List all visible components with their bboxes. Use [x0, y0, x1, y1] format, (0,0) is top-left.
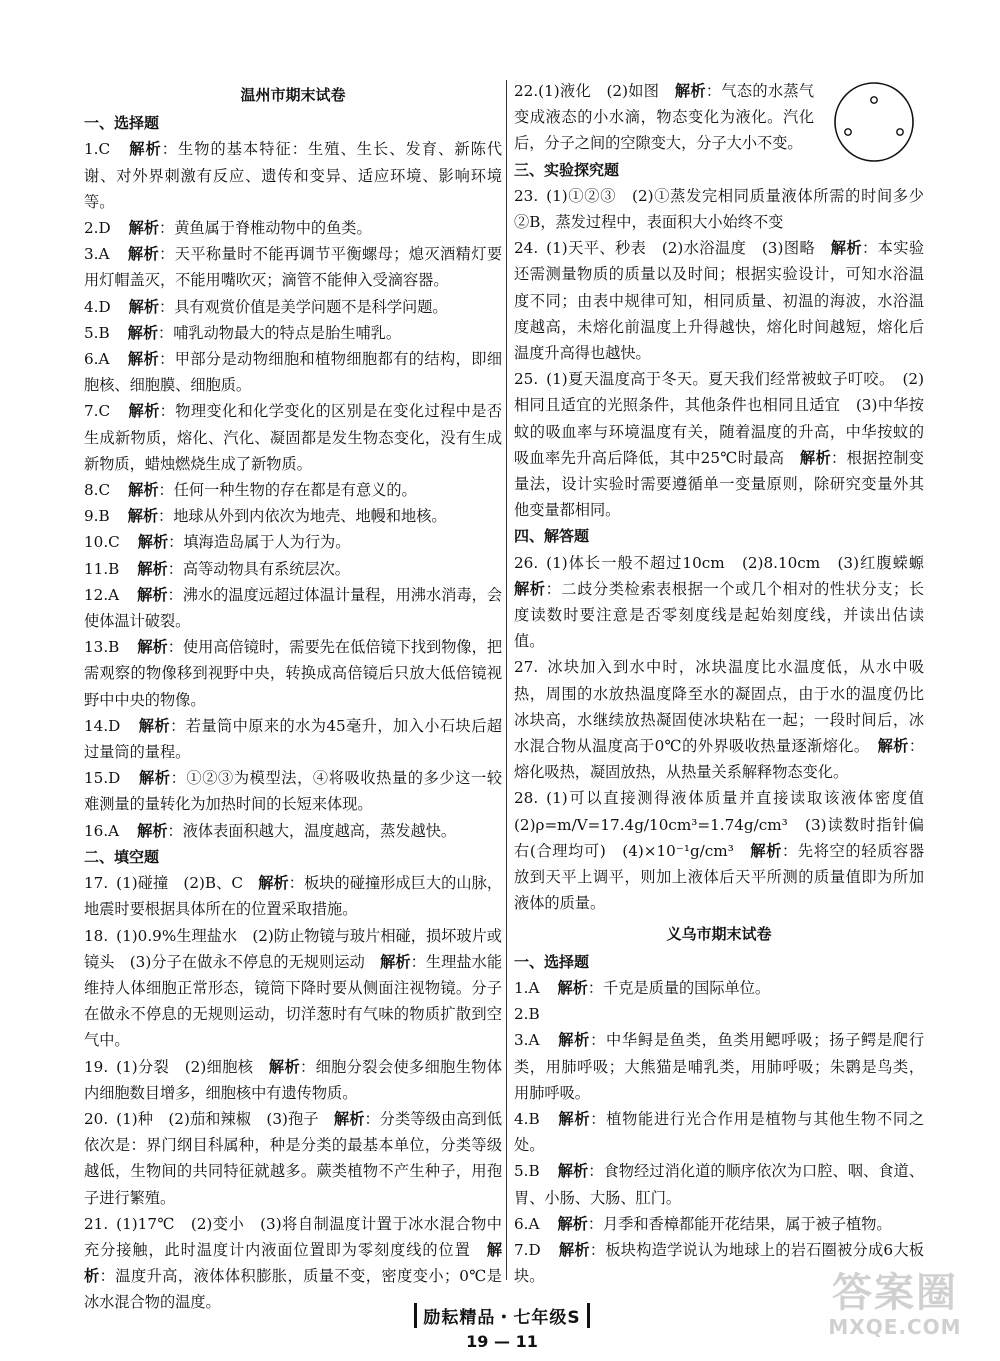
answer-item — [84, 320, 502, 346]
analysis-text: ：①②③为模型法，④将吸收热量的多少这一较难测量的量转化为加热时间的长短来体现。 — [84, 769, 503, 814]
question-number: 11.B — [84, 559, 120, 578]
molecule-diagram — [832, 80, 916, 164]
analysis-label: 解析 — [877, 737, 909, 756]
analysis-text: ：温度升高，液体体积膨胀，质量不变，密度变小；0℃是冰水混合物的温度。 — [84, 1267, 502, 1312]
section-heading-experiment: 三、实验探究题 — [514, 160, 620, 179]
analysis-text: ：熔化吸热，凝固放热，从热量关系解释物态变化。 — [514, 737, 924, 782]
question-number: 13.B — [84, 638, 120, 657]
answer-item — [514, 235, 924, 366]
analysis-text: ：根据控制变量法，设计实验时需要遵循单一变量原则，除研究变量外其他变量都相同。 — [514, 448, 924, 520]
section-heading-fill: 二、填空题 — [84, 847, 160, 866]
brand-label: 励耘精品・七年级S — [414, 1303, 589, 1328]
answer-item — [514, 975, 924, 1001]
answer-item — [84, 1054, 502, 1106]
analysis-label: 解析 — [128, 297, 160, 316]
answer-list-choice — [84, 136, 502, 843]
question-number: 26. — [514, 553, 539, 572]
answer-text: (1)体长一般不超过10cm (2)8.10cm (3)红腹蝾螈 — [546, 553, 940, 572]
answer-text: (1)0.9%生理盐水 (2)防止物镜与玻片相碰，损坏玻片或镜头 (3)分子在做永不停息的无规则运动 — [84, 926, 502, 971]
question-number: 1.A — [514, 978, 540, 997]
analysis-text: ：地球从外到内依次为地壳、地幔和地核。 — [158, 507, 447, 526]
analysis-text: ：高等动物具有系统层次。 — [167, 559, 350, 578]
question-number: 3.A — [84, 245, 110, 264]
page-number: 19 — 11 — [466, 1332, 538, 1351]
analysis-label: 解析 — [558, 1240, 590, 1259]
answer-text: (1)可以直接测得液体质量并直接读取该液体密度值 (2)ρ=m/V=17.4g/10cm³=1.74g/cm³ (3)读数时指针偏右(合理均可) (4)×10⁻¹g/cm³ — [514, 789, 940, 860]
answer-item — [514, 1001, 924, 1027]
page-footer — [412, 1303, 592, 1351]
watermark-logo — [810, 1271, 980, 1351]
analysis-text: ：生理盐水能维持人体细胞正常形态，镜筒下降时要从侧面注视物镜。分子在做永不停息的无规则运动，切洋葱时有气味的物质扩散到空气中。 — [84, 952, 503, 1050]
section-heading-choice-2: 一、选择题 — [514, 952, 590, 971]
analysis-label: 解析 — [128, 140, 162, 159]
question-number: 6.A — [84, 350, 110, 369]
answer-item — [84, 136, 502, 215]
analysis-text: ：使用高倍镜时，需要先在低倍镜下找到物像，把需观察的物像移到视野中央，转换成高倍镜后只放大低倍镜视野中中央的物像。 — [84, 638, 503, 709]
right-column — [514, 78, 940, 1289]
column-divider — [506, 80, 507, 1280]
answer-list-experiment — [514, 183, 940, 524]
analysis-text: ：填海造岛属于人为行为。 — [168, 533, 351, 552]
answer-text: (1)天平、秒表 (2)水浴温度 (3)图略 — [546, 239, 831, 258]
analysis-label: 解析 — [137, 638, 168, 657]
answer-text: 冰块加入到水中时，冰块温度比水温度低，从水中吸热，周围的水放热温度降至水的凝固点，由于水的温度仍比冰块高，水继续放热凝固使冰块粘在一起；一段时间后，冰水混合物从温度高于0℃的外界吸收热量逐渐熔化。 — [514, 658, 924, 756]
analysis-label: 解析 — [137, 585, 168, 604]
answer-item — [84, 582, 502, 634]
analysis-label: 解析 — [138, 769, 171, 788]
left-column — [84, 78, 502, 1316]
analysis-label: 解析 — [380, 952, 411, 971]
section-heading-answer: 四、解答题 — [514, 527, 590, 546]
watermark-text: 答案圈 — [832, 1270, 958, 1316]
answer-text: (1)①②③ (2)①蒸发完相同质量液体所需的时间多少 ②B，蒸发过程中，表面积大小始终不变 — [514, 186, 940, 232]
analysis-text: ：生物的基本特征：生殖、生长、发育、新陈代谢、对外界刺激有反应、遗传和变异、适应环境、影响环境等。 — [84, 140, 503, 211]
analysis-text: ：甲部分是动物细胞和植物细胞都有的结构，即细胞核、细胞膜、细胞质。 — [84, 350, 503, 395]
analysis-text: ：先将空的轻质容器放到天平上调平，则加上液体后天平所测的质量值即为所加液体的质量。 — [514, 841, 925, 913]
question-number: 3.A — [514, 1031, 540, 1050]
analysis-label: 解析 — [84, 1240, 502, 1286]
answer-item — [84, 529, 502, 555]
analysis-label: 解析 — [557, 1109, 591, 1128]
analysis-label: 解析 — [799, 448, 832, 467]
analysis-label: 解析 — [514, 579, 546, 598]
question-number: 16.A — [84, 821, 120, 840]
answer-item — [514, 785, 940, 916]
answer-item — [84, 477, 502, 503]
analysis-text: ：任何一种生物的存在都是有意义的。 — [158, 481, 417, 500]
question-number: 19. — [84, 1057, 109, 1076]
analysis-text: ：天平称量时不能再调节平衡螺母；熄灭酒精灯要用灯帽盖灭，不能用嘴吹灭；滴管不能伸入受滴容器。 — [84, 245, 503, 290]
answer-item — [84, 241, 502, 293]
analysis-text: ：月季和香樟都能开花结果，属于被子植物。 — [587, 1214, 892, 1233]
analysis-label: 解析 — [137, 821, 168, 840]
analysis-label: 解析 — [258, 874, 289, 893]
question-number: 2.B — [514, 1005, 540, 1024]
answer-item — [514, 366, 924, 523]
answer-item — [514, 183, 940, 235]
analysis-label: 解析 — [830, 239, 862, 258]
analysis-text: ：若量筒中原来的水为45毫升，加入小石块后超过量筒的量程。 — [84, 716, 503, 762]
question-number: 24. — [514, 239, 539, 258]
exam-title-yiwu: 义乌市期末试卷 — [666, 924, 772, 943]
question-number: 4.B — [514, 1109, 540, 1128]
question-number: 27. — [514, 658, 539, 677]
answer-list-choice-2 — [514, 975, 924, 1289]
analysis-label: 解析 — [127, 245, 160, 264]
answer-item — [84, 215, 502, 241]
answer-list-solve — [514, 550, 940, 917]
analysis-label: 解析 — [557, 1031, 591, 1050]
answer-item — [84, 294, 502, 320]
analysis-text: ：板块的碰撞形成巨大的山脉，地震时要根据具体所在的位置采取措施。 — [84, 874, 503, 919]
answer-text: (1)夏天温度高于冬天。夏天我们经常被蚊子叮咬。 (2)相同且适宜的光照条件，其他条件也相同且适宜 (3)中华按蚊的吸血率与环境温度有关，随着温度的升高，中华按蚊的吸血率先升高后降低，其中25℃时最高 — [514, 370, 924, 467]
answer-item — [514, 654, 924, 785]
question-number: 5.B — [84, 323, 110, 342]
answer-text: (1)分裂 (2)细胞核 — [116, 1057, 269, 1076]
analysis-text: ：具有观赏价值是美学问题不是科学问题。 — [159, 297, 448, 316]
analysis-label: 解析 — [127, 507, 159, 526]
question-number: 12.A — [84, 585, 120, 604]
question-number: 20. — [84, 1109, 109, 1128]
question-number: 2.D — [84, 219, 111, 238]
answer-item — [514, 550, 940, 655]
answer-item — [84, 818, 502, 844]
analysis-text: ：气态的水蒸气变成液态的小水滴，物态变化为液化。汽化后，分子之间的空隙变大，分子大小不变。 — [514, 82, 814, 153]
question-number: 21. — [84, 1214, 109, 1233]
analysis-label: 解析 — [127, 323, 159, 342]
answer-item — [84, 713, 502, 765]
analysis-label: 解析 — [268, 1057, 301, 1076]
answer-item — [84, 1211, 502, 1316]
question-number: 9.B — [84, 507, 110, 526]
question-number: 22. — [514, 82, 539, 100]
answer-text: (1)碰撞 (2)B、C — [116, 874, 259, 893]
analysis-text: ：千克是质量的国际单位。 — [587, 978, 771, 997]
question-number: 10.C — [84, 533, 120, 552]
answer-text: (1)液化 (2)如图 — [538, 82, 675, 100]
analysis-label: 解析 — [128, 481, 159, 500]
answer-text: (1)种 (2)茄和辣椒 (3)孢子 — [116, 1109, 334, 1128]
analysis-label: 解析 — [128, 402, 160, 421]
analysis-label: 解析 — [557, 1214, 588, 1233]
answer-item — [84, 556, 502, 582]
analysis-text: ：板块构造学说认为地球上的岩石圈被分成6大板块。 — [514, 1240, 924, 1286]
question-number: 4.D — [84, 297, 111, 316]
question-number: 8.C — [84, 481, 111, 500]
question-number: 1.C — [84, 140, 111, 159]
answer-item — [84, 923, 502, 1054]
analysis-text: ：液体表面积越大，温度越高，蒸发越快。 — [167, 821, 457, 840]
analysis-text: ：二歧分类检索表根据一个或几个相对的性状分支；长度读数时要注意是否零刻度线是起始刻度线，并读出估读值。 — [514, 579, 925, 651]
answer-item — [84, 1106, 502, 1211]
analysis-text: ：细胞分裂会使多细胞生物体内细胞数目增多，细胞核中有遗传物质。 — [84, 1057, 503, 1102]
question-number: 5.B — [514, 1162, 540, 1181]
analysis-label: 解析 — [128, 219, 160, 238]
analysis-label: 解析 — [137, 533, 169, 552]
analysis-label: 解析 — [127, 350, 160, 369]
analysis-text: ：分类等级由高到低依次是：界门纲目科属种，种是分类的最基本单位，分类等级越低，生物间的共同特征就越多。蕨类植物不产生种子，用孢子进行繁殖。 — [84, 1109, 503, 1207]
answer-item — [514, 1106, 924, 1158]
analysis-label: 解析 — [557, 978, 588, 997]
question-number: 23. — [514, 186, 539, 205]
section-heading-choice: 一、选择题 — [84, 114, 160, 133]
answer-item — [514, 1027, 924, 1106]
question-number: 6.A — [514, 1214, 540, 1233]
analysis-label: 解析 — [138, 716, 171, 735]
analysis-label: 解析 — [137, 559, 168, 578]
answer-text: (1)17℃ (2)变小 (3)将自制温度计置于冰水混合物中充分接触，此时温度计内液面位置即为零刻度线的位置 — [84, 1214, 502, 1259]
analysis-label: 解析 — [557, 1162, 589, 1181]
answer-item — [84, 634, 502, 713]
question-number: 7.C — [84, 402, 111, 421]
watermark-url: MXQE.COM — [828, 1315, 962, 1339]
analysis-text: ：沸水的温度远超过体温计量程，用沸水消毒，会使体温计破裂。 — [84, 585, 502, 631]
answer-item — [84, 503, 502, 529]
exam-title-wenzhou: 温州市期末试卷 — [240, 86, 346, 104]
answer-item — [84, 398, 502, 477]
answer-item — [514, 1211, 924, 1237]
analysis-text: ：物理变化和化学变化的区别是在变化过程中是否生成新物质，熔化、汽化、凝固都是发生物态变化，没有生成新物质，蜡烛燃烧生成了新物质。 — [84, 402, 502, 473]
question-number: 18. — [84, 926, 109, 945]
answer-item — [84, 765, 502, 817]
question-number: 7.D — [514, 1240, 541, 1259]
question-number: 15.D — [84, 769, 121, 788]
question-number: 17. — [84, 874, 109, 893]
answer-list-fill — [84, 870, 502, 1315]
analysis-text: ：黄鱼属于脊椎动物中的鱼类。 — [159, 219, 372, 238]
analysis-text: ：植物能进行光合作用是植物与其他生物不同之处。 — [514, 1109, 925, 1155]
answer-item — [84, 346, 502, 398]
question-number: 25. — [514, 370, 539, 389]
analysis-label: 解析 — [333, 1109, 365, 1128]
analysis-text: ：本实验还需测量物质的质量以及时间；根据实验设计，可知水浴温度不同；由表中规律可知，相同质量、初温的海波，水浴温度越高，未熔化前温度上升得越快，熔化时间越短，熔化后温度升高得也越快。 — [514, 239, 925, 363]
analysis-label: 解析 — [674, 82, 706, 100]
answer-item-22 — [514, 78, 924, 157]
analysis-text: ：食物经过消化道的顺序依次为口腔、咽、食道、胃、小肠、大肠、肛门。 — [514, 1162, 925, 1207]
answer-item — [514, 1158, 924, 1210]
question-number: 28. — [514, 789, 539, 808]
analysis-label: 解析 — [750, 841, 783, 860]
answer-item — [84, 870, 502, 922]
analysis-text: ：中华鲟是鱼类，鱼类用鳃呼吸；扬子鳄是爬行类，用肺呼吸；大熊猫是哺乳类，用肺呼吸；朱鹮是鸟类，用肺呼吸。 — [514, 1031, 925, 1102]
analysis-text: ：哺乳动物最大的特点是胎生哺乳。 — [158, 323, 402, 342]
question-number: 14.D — [84, 716, 121, 735]
